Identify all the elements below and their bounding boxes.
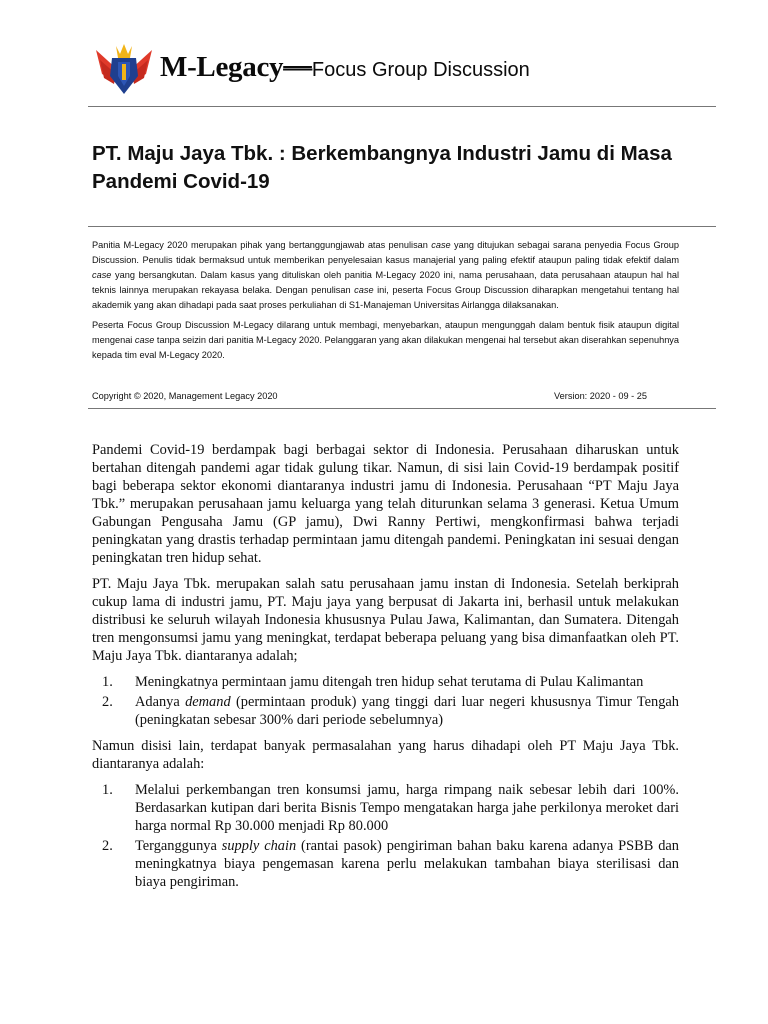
list-text: Terganggunya xyxy=(135,838,222,854)
document-body xyxy=(92,441,679,899)
disclaimer-paragraph xyxy=(92,238,679,313)
title-divider xyxy=(88,226,716,227)
disclaimer-text: ini, peserta Focus Group Discussion diharapkan mengetahui tentang hal akademik yang akan dihadapi pada saat proses perkuliahan di S1-Manajeman Universitas Airlangga dilaksanakan. xyxy=(92,285,679,310)
list-number: 2. xyxy=(102,694,113,710)
header-subtitle: Focus Group Discussion xyxy=(311,59,530,81)
opportunity-list xyxy=(92,673,679,729)
disclaimer-italic: case xyxy=(431,240,451,250)
list-text: (permintaan produk) yang tinggi dari luar negeri khususnya Timur Tengah (peningkatan sebesar 300% dari periode sebelumnya) xyxy=(135,694,679,728)
list-text: Melalui perkembangan tren konsumsi jamu, harga rimpang naik sebesar lebih dari 100%. Berdasarkan kutipan dari berita Bisnis Tempo mengatakan harga jahe perkilonya meroket dari harga normal Rp 30.000 menjadi Rp 80.000 xyxy=(135,782,679,834)
list-italic: supply chain xyxy=(221,838,297,854)
meta-divider xyxy=(88,408,716,409)
disclaimer-italic: case xyxy=(354,285,374,295)
disclaimer-block xyxy=(92,238,679,368)
body-paragraph: Namun disisi lain, terdapat banyak permasalahan yang harus dihadapi oleh PT Maju Jaya Tbk. diantaranya adalah: xyxy=(92,738,679,772)
document-title: PT. Maju Jaya Tbk. : Berkembangnya Industri Jamu di Masa Pandemi Covid-19 xyxy=(92,142,672,193)
list-text: Adanya xyxy=(135,694,186,710)
disclaimer-italic: case xyxy=(92,270,112,280)
disclaimer-italic: case xyxy=(134,335,155,345)
disclaimer-text: tanpa seizin dari panitia M-Legacy 2020. Pelanggaran yang akan dilakukan mengenai hal tersebut akan diserahkan sepenuhnya kepada tim eval M-Legacy 2020. xyxy=(92,335,680,360)
brand-separator: — xyxy=(283,51,312,83)
disclaimer-paragraph xyxy=(92,318,679,363)
brand-line xyxy=(160,51,530,84)
list-number: 2. xyxy=(102,838,113,854)
list-number: 1. xyxy=(102,674,113,690)
document-header xyxy=(88,30,698,110)
body-paragraph: PT. Maju Jaya Tbk. merupakan salah satu perusahaan jamu instan di Indonesia. Setelah berkiprah cukup lama di industri jamu, PT. Maju jaya yang berpusat di Jakarta ini, berhasil untuk melakukan distribusi ke seluruh wilayah Indonesia khususnya Pulau Jawa, Kalimantan, dan Sumatera. Ditengah tren mengonsumsi jamu yang meningkat, terdapat beberapa peluang yang bisa dimanfaatkan oleh PT. Maju Jaya Tbk. diantaranya adalah; xyxy=(92,576,679,664)
version-label: Version: 2020 - 09 - 25 xyxy=(554,391,647,401)
list-item xyxy=(92,693,679,729)
disclaimer-text: Panitia M-Legacy 2020 merupakan pihak yang bertanggungjawab atas penulisan xyxy=(92,240,432,250)
list-text: Meningkatnya permintaan jamu ditengah tren hidup sehat terutama di Pulau Kalimantan xyxy=(135,674,644,690)
list-italic: demand xyxy=(185,694,231,710)
copyright-notice: Copyright © 2020, Management Legacy 2020 xyxy=(92,391,278,401)
list-item xyxy=(92,837,679,891)
brand-name: M-Legacy xyxy=(160,51,284,83)
list-number: 1. xyxy=(102,782,113,798)
disclaimer-text: yang bersangkutan. Dalam kasus yang dituliskan oleh panitia M-Legacy 2020 ini, nama perusahaan, data perusahaan ataupun hal hal teknis lainnya merupakan rekayasa belaka. Dengan penulisan xyxy=(92,270,679,295)
list-text: (rantai pasok) pengiriman bahan baku karena adanya PSBB dan meningkatnya biaya pengemasan karena perlu melakukan tambahan biaya sterilisasi dan biaya pengiriman. xyxy=(135,838,679,890)
list-item xyxy=(92,781,679,835)
list-item xyxy=(92,673,679,691)
header-divider xyxy=(88,106,716,107)
disclaimer-text: Peserta Focus Group Discussion M-Legacy dilarang untuk membagi, menyebarkan, ataupun mengunggah dalam bentuk fisik ataupun digital mengenai xyxy=(92,320,679,345)
disclaimer-text: yang ditujukan sebagai sarana penyedia Focus Group Discussion. Penulis tidak bermaksud untuk memberikan penyelesaian kasus manajerial yang paling efektif ataupun paling tidak efektif dalam xyxy=(92,240,679,265)
body-paragraph: Pandemi Covid-19 berdampak bagi berbagai sektor di Indonesia. Perusahaan diharuskan untuk bertahan ditengah pandemi agar tidak gulung tikar. Namun, di sisi lain Covid-19 berdampak positif bagi beberapa sektor ekonomi diantaranya industri jamu di Indonesia. Perusahaan “PT Maju Jaya Tbk.” merupakan perusahaan jamu keluarga yang telah diturunkan selama 3 generasi. Ketua Umum Gabungan Pengusaha Jamu (GP jamu), Dwi Ranny Pertiwi, mengkonfirmasi bahwa terjadi peningkatan yang drastis terhadap permintaan jamu ditengah pandemi. Peningkatan ini sesuai dengan peningkatan tren hidup sehat. xyxy=(92,442,679,566)
problem-list xyxy=(92,781,679,891)
m-legacy-logo xyxy=(94,40,154,96)
